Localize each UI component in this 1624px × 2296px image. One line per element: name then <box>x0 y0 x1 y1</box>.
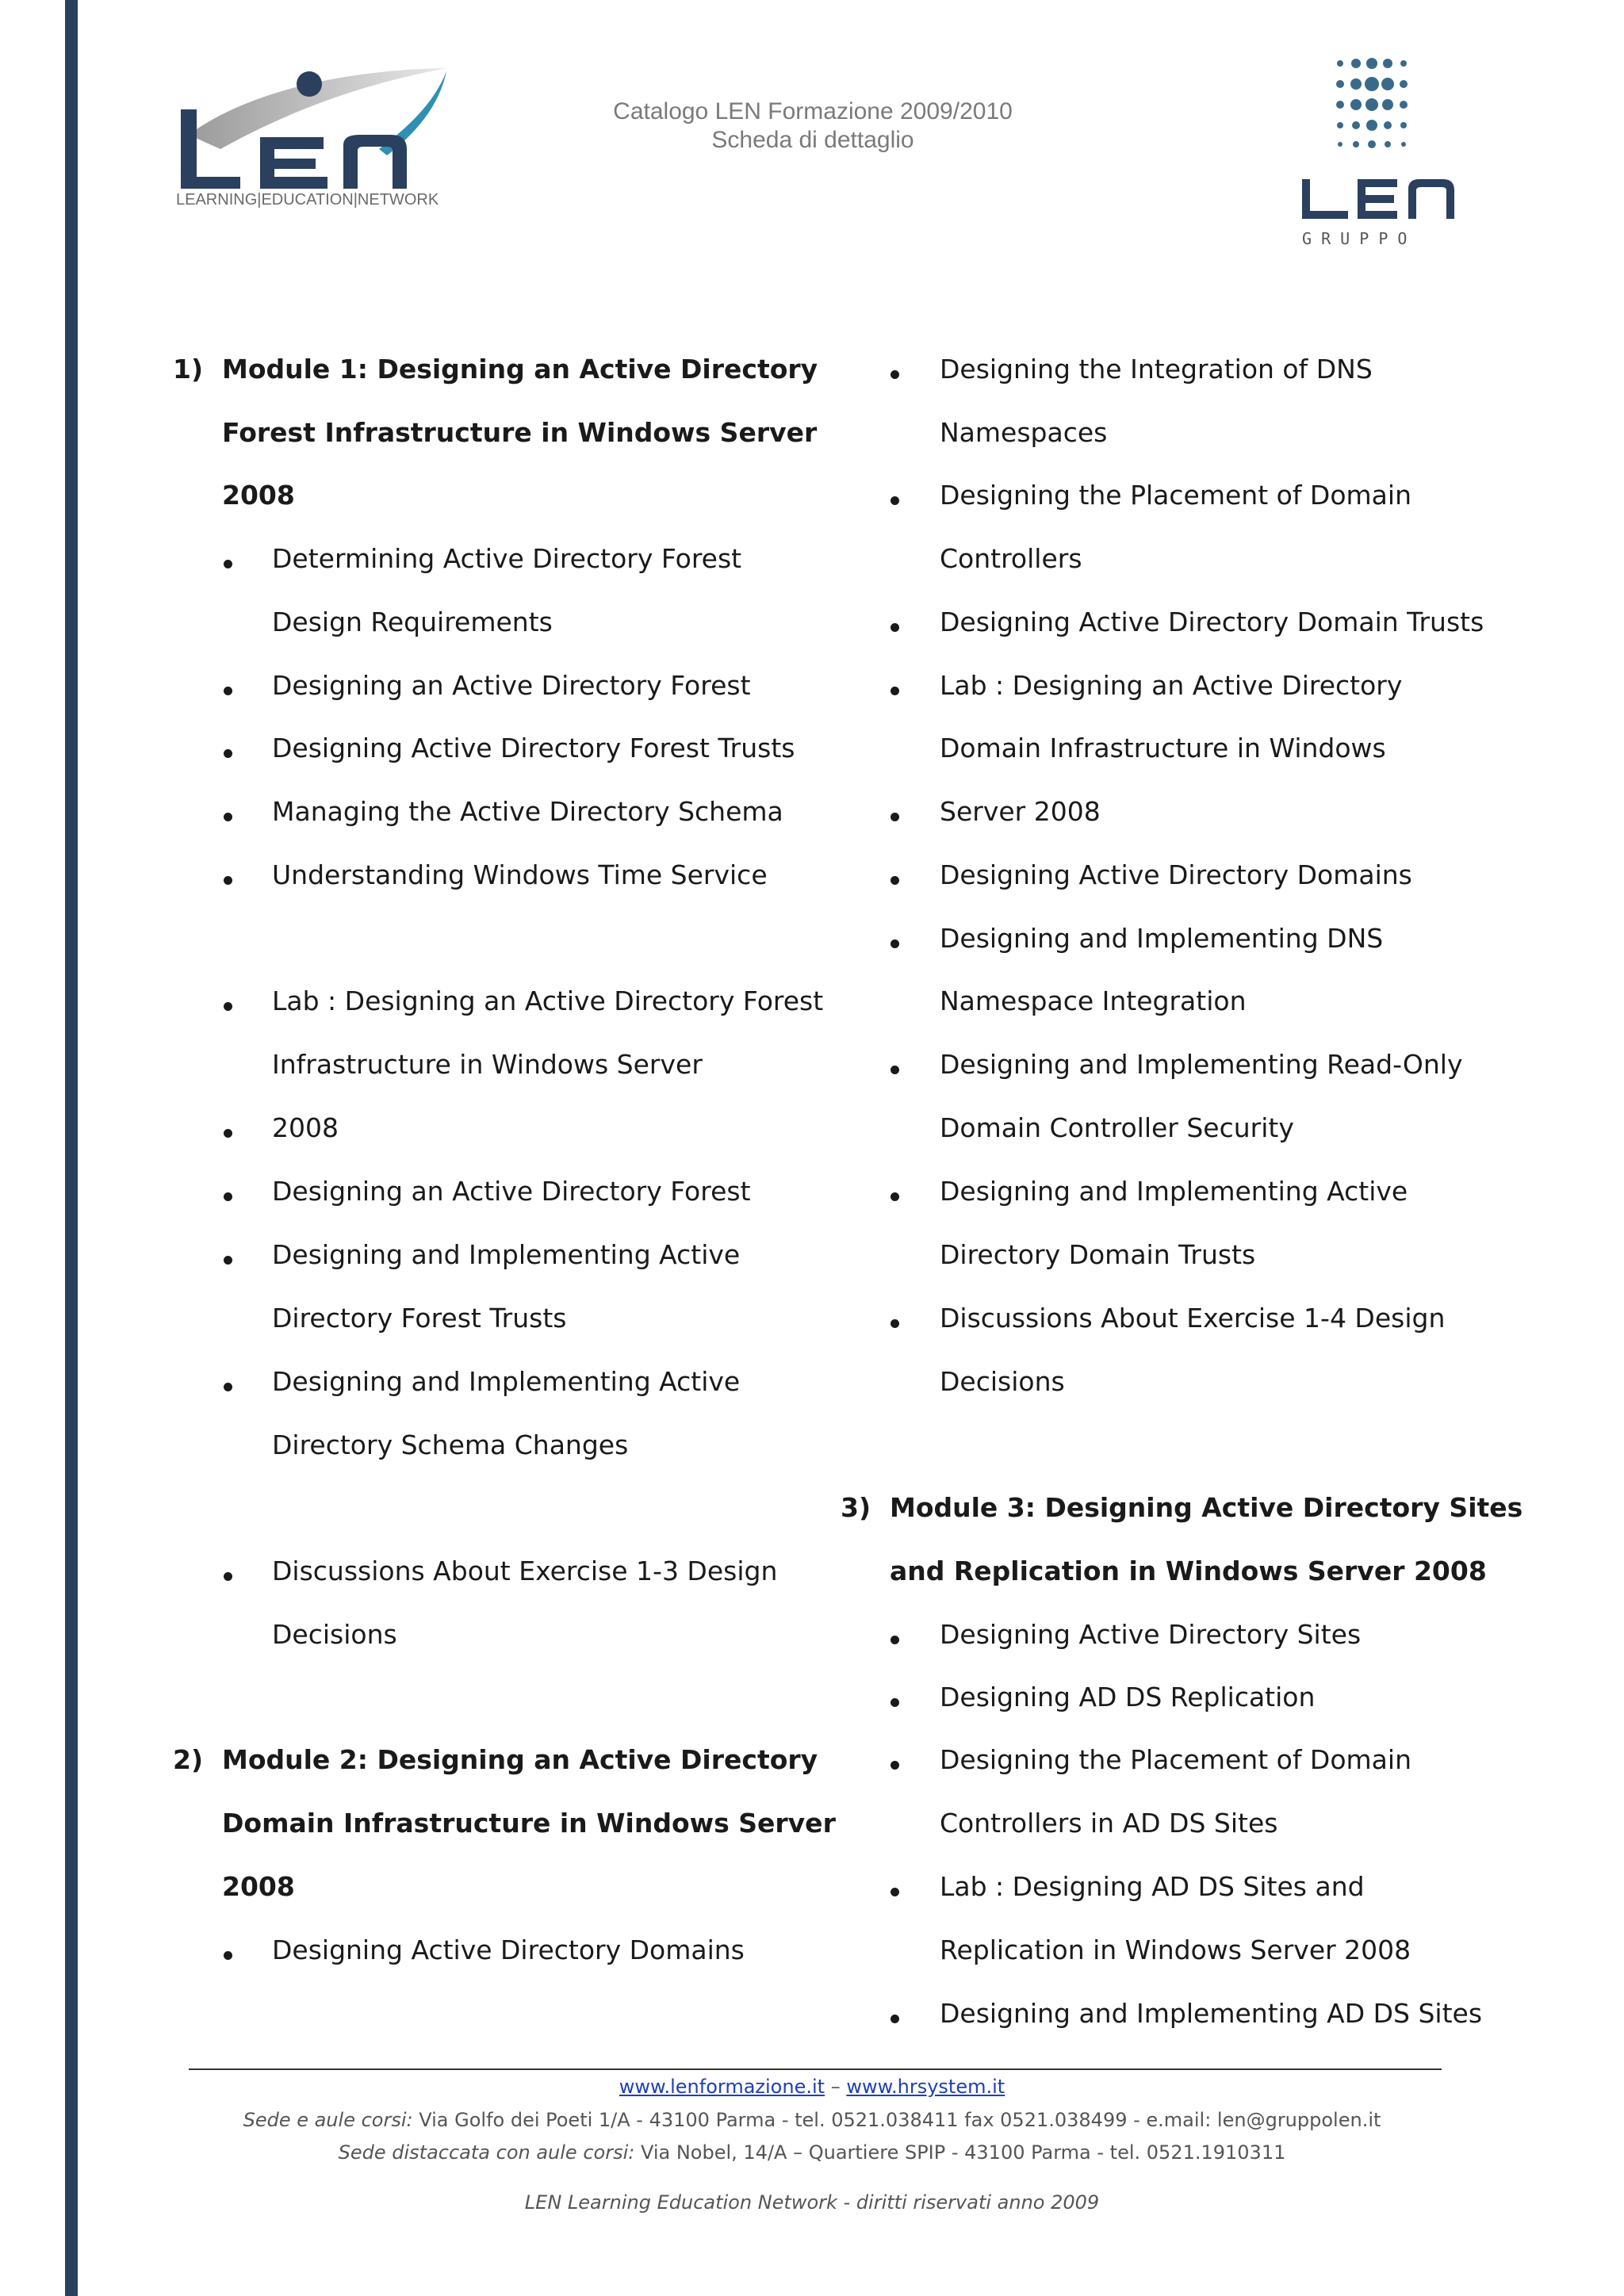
module-heading-line: and Replication in Windows Server 2008 <box>890 1556 1487 1586</box>
bullet-icon <box>891 687 899 695</box>
bullet-icon <box>891 1761 899 1770</box>
len-gruppo-logo <box>1293 54 1475 252</box>
list-item: Designing the Placement of Domain <box>940 1744 1411 1775</box>
list-item: Managing the Active Directory Schema <box>272 796 783 827</box>
list-item: Directory Schema Changes <box>272 1429 629 1460</box>
list-item: Namespace Integration <box>940 985 1247 1016</box>
len-gruppo-logo-graphic <box>1293 54 1475 252</box>
list-item: Designing Active Directory Forest Trusts <box>272 733 795 763</box>
bullet-icon <box>891 496 899 505</box>
list-item: 2008 <box>272 1112 339 1143</box>
list-item: Designing and Implementing Active <box>272 1366 741 1397</box>
list-item: Decisions <box>940 1366 1065 1397</box>
footer-link-separator: – <box>825 2076 847 2098</box>
footer-links <box>0 2076 1624 2098</box>
bullet-icon <box>224 1256 232 1265</box>
list-item: Designing and Implementing DNS <box>940 923 1384 954</box>
list-item: Infrastructure in Windows Server <box>272 1049 703 1080</box>
list-item: Lab : Designing an Active Directory Forest <box>272 985 824 1016</box>
footer-divider <box>189 2068 1442 2070</box>
list-item: Designing AD DS Replication <box>940 1682 1316 1712</box>
module-heading-line: 2008 <box>222 1871 295 1902</box>
list-item: Determining Active Directory Forest <box>272 543 742 574</box>
bullet-icon <box>891 1066 899 1074</box>
module-heading-line: 2008 <box>222 480 295 511</box>
list-item: Designing and Implementing Read-Only <box>940 1049 1463 1080</box>
module-heading-line: Module 3: Designing Active Directory Sites <box>890 1492 1523 1523</box>
list-item: Designing an Active Directory Forest <box>272 670 751 701</box>
bullet-icon <box>224 1572 232 1581</box>
bullet-icon <box>224 749 232 758</box>
list-item: Controllers in AD DS Sites <box>940 1808 1278 1839</box>
footer-address <box>0 2109 1624 2131</box>
bullet-icon <box>891 370 899 379</box>
module-heading-line: Domain Infrastructure in Windows Server <box>222 1808 836 1839</box>
bullet-icon <box>891 813 899 821</box>
list-item: Designing an Active Directory Forest <box>272 1176 751 1207</box>
footer-address-text: Via Golfo dei Poeti 1/A - 43100 Parma - tel. 0521.038411 fax 0521.038499 - e.mail: len@gruppolen.it <box>412 2109 1381 2131</box>
bullet-icon <box>891 939 899 948</box>
bullet-icon <box>224 687 232 695</box>
bullet-icon <box>224 1383 232 1391</box>
len-gruppo-subtitle: G R U P P O <box>1302 229 1408 248</box>
catalog-title: Catalogo LEN Formazione 2009/2010 <box>613 98 1013 124</box>
bullet-icon <box>891 1698 899 1707</box>
list-item: Designing Active Directory Domain Trusts <box>940 607 1484 637</box>
list-item: Lab : Designing an Active Directory <box>940 670 1403 701</box>
list-item: Understanding Windows Time Service <box>272 859 768 890</box>
module-heading-line: Module 1: Designing an Active Directory <box>222 354 818 385</box>
bullet-icon <box>891 1888 899 1896</box>
list-item: Namespaces <box>940 417 1108 448</box>
list-item: Controllers <box>940 543 1082 574</box>
list-item: Designing Active Directory Domains <box>272 1934 745 1965</box>
bullet-icon <box>891 1636 899 1644</box>
bullet-icon <box>891 2015 899 2023</box>
footer-address-label: Sede e aule corsi: <box>243 2109 413 2131</box>
len-logo-subtitle: LEARNING|EDUCATION|NETWORK <box>176 191 439 209</box>
list-item: Discussions About Exercise 1-3 Design <box>272 1556 778 1586</box>
left-accent-bar <box>65 0 78 2296</box>
list-item: Designing and Implementing AD DS Sites <box>940 1998 1483 2029</box>
len-logo-graphic <box>173 62 458 209</box>
len-logo <box>173 62 458 209</box>
list-item: Server 2008 <box>940 796 1101 827</box>
footer-branch-text: Via Nobel, 14/A – Quartiere SPIP - 43100 Parma - tel. 0521.1910311 <box>634 2141 1286 2164</box>
bullet-icon <box>224 1002 232 1011</box>
list-item: Designing and Implementing Active <box>940 1176 1408 1207</box>
module-heading-line: Forest Infrastructure in Windows Server <box>222 417 818 448</box>
bullet-icon <box>224 1192 232 1201</box>
list-item: Designing Active Directory Domains <box>940 859 1412 890</box>
list-item: Designing the Integration of DNS <box>940 354 1373 385</box>
module-number: 3) <box>841 1492 871 1523</box>
bullet-icon <box>224 1129 232 1138</box>
list-item: Lab : Designing AD DS Sites and <box>940 1871 1365 1902</box>
footer-copyright: LEN Learning Education Network - diritti riservati anno 2009 <box>524 2191 1100 2214</box>
bullet-icon <box>224 813 232 821</box>
bullet-icon <box>224 1951 232 1960</box>
catalog-subtitle: Scheda di dettaglio <box>711 127 914 153</box>
list-item: Designing Active Directory Sites <box>940 1619 1362 1650</box>
bullet-icon <box>891 1319 899 1328</box>
module-number: 1) <box>173 354 204 385</box>
bullet-icon <box>224 876 232 885</box>
lenformazione-link[interactable]: www.lenformazione.it <box>619 2076 825 2098</box>
list-item: Designing the Placement of Domain <box>940 480 1411 511</box>
list-item: Directory Forest Trusts <box>272 1303 567 1334</box>
bullet-icon <box>891 876 899 885</box>
footer-branch-label: Sede distaccata con aule corsi: <box>338 2141 635 2164</box>
list-item: Domain Controller Security <box>940 1112 1294 1143</box>
module-heading-line: Module 2: Designing an Active Directory <box>222 1744 818 1775</box>
list-item: Replication in Windows Server 2008 <box>940 1934 1411 1965</box>
list-item: Directory Domain Trusts <box>940 1239 1256 1270</box>
bullet-icon <box>891 623 899 632</box>
hrsystem-link[interactable]: www.hrsystem.it <box>846 2076 1005 2098</box>
module-number: 2) <box>173 1744 204 1775</box>
list-item: Designing and Implementing Active <box>272 1239 741 1270</box>
footer-branch-address <box>0 2141 1624 2164</box>
list-item: Design Requirements <box>272 607 553 637</box>
bullet-icon <box>224 560 232 568</box>
bullet-icon <box>891 1192 899 1201</box>
list-item: Domain Infrastructure in Windows <box>940 733 1386 763</box>
list-item: Discussions About Exercise 1-4 Design <box>940 1303 1446 1334</box>
list-item: Decisions <box>272 1619 397 1650</box>
